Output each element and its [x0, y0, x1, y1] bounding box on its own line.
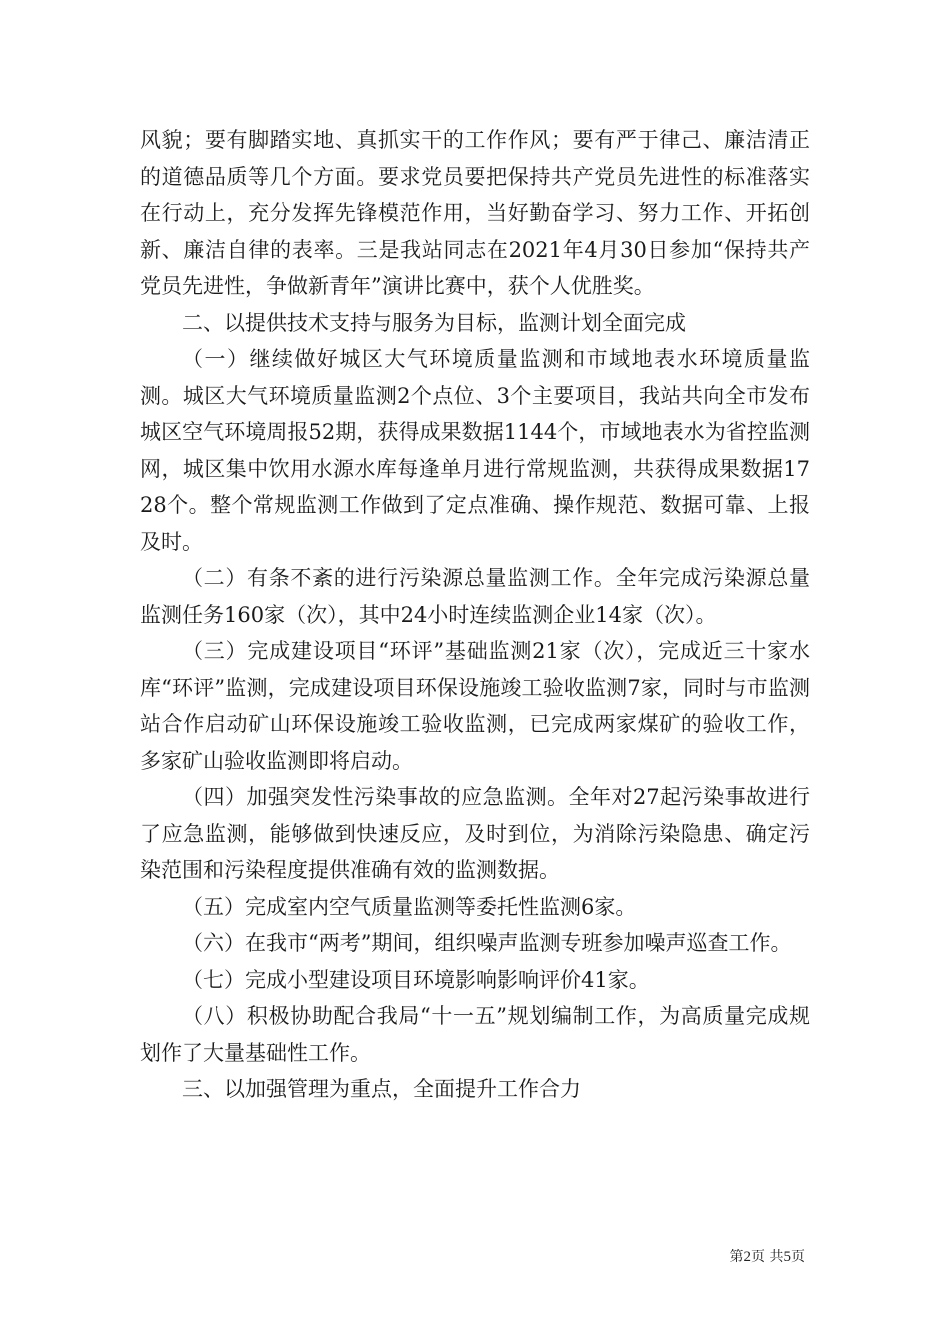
paragraph-item-2: （二）有条不紊的进行污染源总量监测工作。全年完成污染源总量监测任务160家（次），其中24小时连续监测企业14家（次）。	[140, 566, 810, 627]
footer-suffix: 页	[791, 1249, 805, 1265]
total-page-number: 5	[783, 1249, 791, 1265]
paragraph-continuation: 风貌；要有脚踏实地、真抓实干的工作作风；要有严于律己、廉洁清正的道德品质等几个方面。要求党员要把保持共产党员先进性的标准落实在行动上，充分发挥先锋模范作用，当好勤奋学习、努力工作、开拓创新、廉洁自律的表率。三是我站同志在2021年4月30日参加“保持共产党员先进性，争做新青年”演讲比赛中，获个人优胜奖。	[140, 128, 810, 298]
paragraph-item-1: （一）继续做好城区大气环境质量监测和市域地表水环境质量监测。城区大气环境质量监测2个点位、3个主要项目，我站共向全市发布城区空气环境周报52期，获得成果数据1144个，市域地表水为省控监测网，城区集中饮用水源水库每逢单月进行常规监测，共获得成果数据1728个。整个常规监测工作做到了定点准确、操作规范、数据可靠、上报及时。	[140, 347, 810, 554]
page-number-footer	[730, 1248, 805, 1266]
section-heading-2: 二、以提供技术支持与服务为目标，监测计划全面完成	[182, 310, 686, 335]
paragraph-item-6: （六）在我市“两考”期间，组织噪声监测专班参加噪声巡查工作。	[182, 931, 792, 955]
footer-prefix: 第	[729, 1249, 744, 1265]
paragraph-item-8: （八）积极协助配合我局“十一五”规划编制工作，为高质量完成规划作了大量基础性工作。	[140, 1004, 810, 1065]
paragraph-item-3: （三）完成建设项目“环评”基础监测21家（次），完成近三十家水库“环评”监测，完成建设项目环保设施竣工验收监测7家，同时与市监测站合作启动矿山环保设施竣工验收监测，已完成两家煤矿的验收工作，多家矿山验收监测即将启动。	[140, 639, 810, 773]
paragraph-item-4: （四）加强突发性污染事故的应急监测。全年对27起污染事故进行了应急监测，能够做到快速反应，及时到位，为消除污染隐患、确定污染范围和污染程度提供准确有效的监测数据。	[140, 785, 810, 882]
footer-middle: 页 共	[751, 1249, 784, 1265]
current-page-number: 2	[743, 1249, 752, 1265]
body-text	[140, 122, 810, 1108]
paragraph-item-7: （七）完成小型建设项目环境影响影响评价41家。	[182, 967, 650, 992]
paragraph-item-5: （五）完成室内空气质量监测等委托性监测6家。	[182, 894, 637, 919]
section-heading-3: 三、以加强管理为重点，全面提升工作合力	[182, 1077, 581, 1101]
